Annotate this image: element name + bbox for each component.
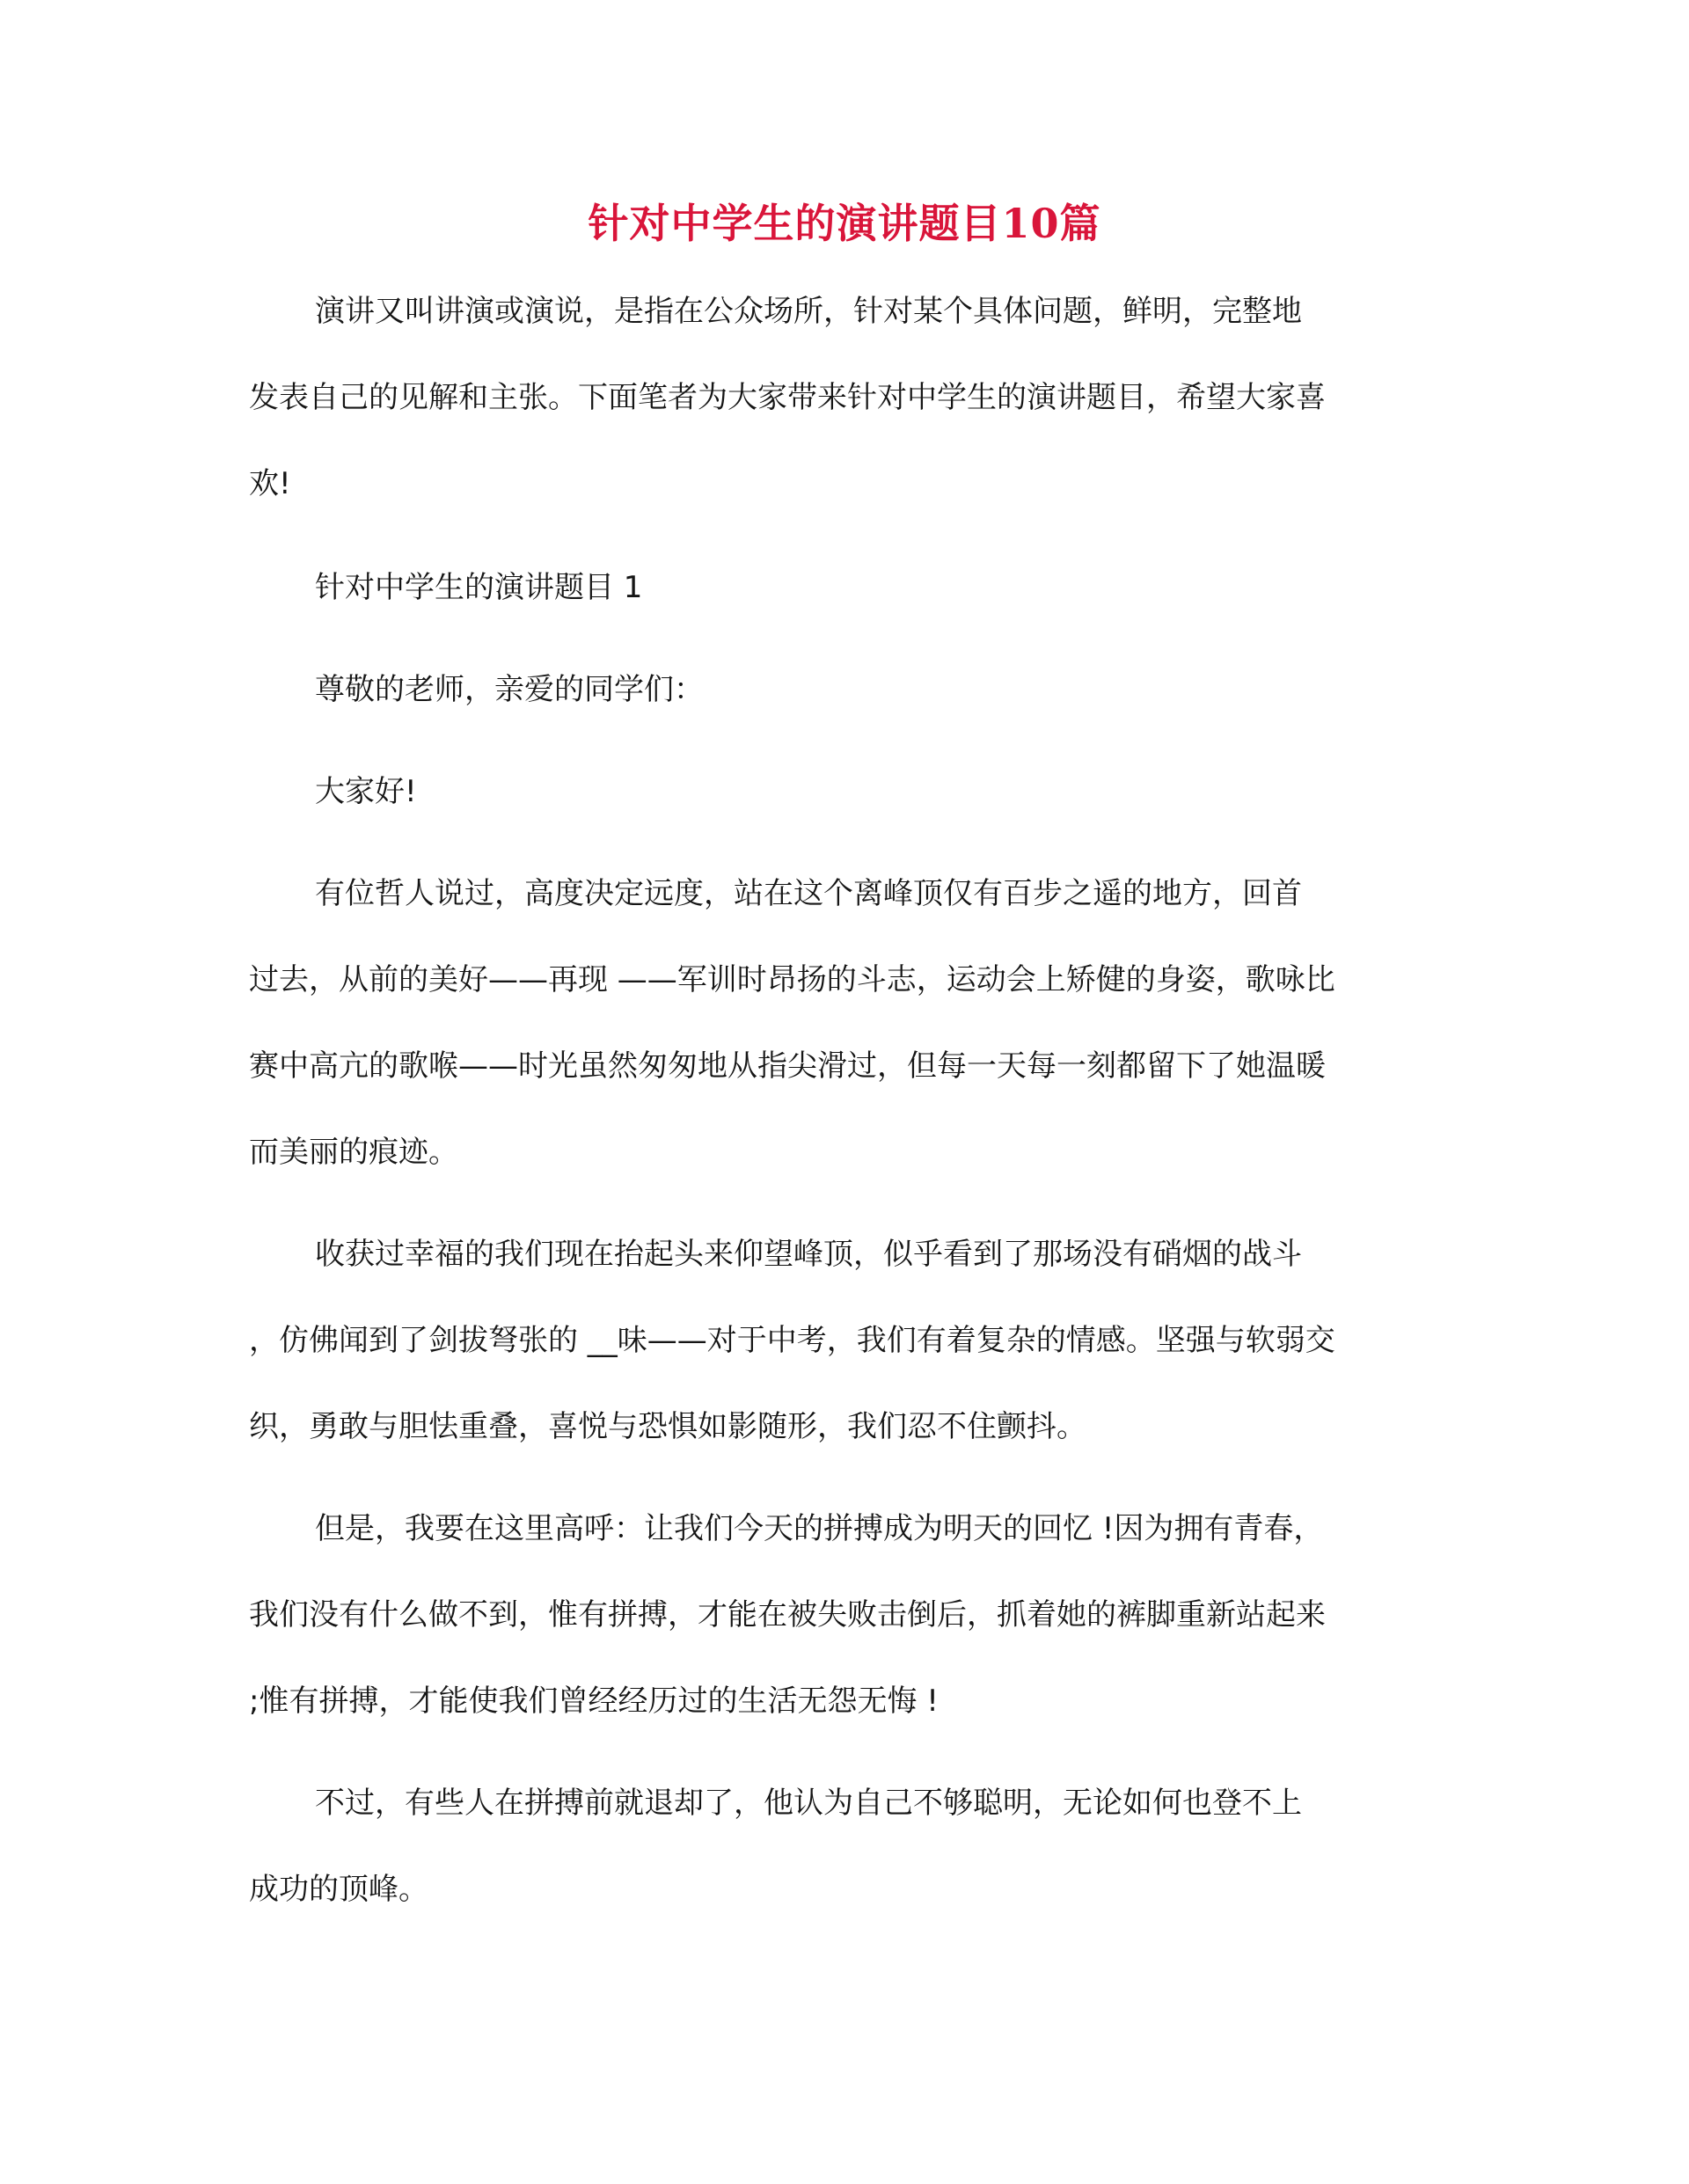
intro-line-3: 欢! xyxy=(249,466,291,501)
paragraph-4-line-1: 不过，有些人在拼搏前就退却了，他认为自己不够聪明，无论如何也登不上 xyxy=(315,1786,1302,1821)
greeting: 大家好! xyxy=(315,774,417,809)
section-heading: 针对中学生的演讲题目 1 xyxy=(315,570,643,605)
intro-line-1: 演讲又叫讲演或演说，是指在公众场所，针对某个具体问题，鲜明，完整地 xyxy=(315,294,1302,329)
paragraph-1-line-2: 过去，从前的美好——再现 ——军训时昂扬的斗志，运动会上矫健的身姿，歌咏比 xyxy=(249,962,1335,997)
paragraph-4-line-2: 成功的顶峰。 xyxy=(249,1872,428,1907)
paragraph-2-line-2: ，仿佛闻到了剑拔弩张的 __味——对于中考，我们有着复杂的情感。坚强与软弱交 xyxy=(249,1323,1335,1358)
paragraph-3-line-2: 我们没有什么做不到，惟有拼搏，才能在被失败击倒后，抓着她的裤脚重新站起来 xyxy=(249,1597,1326,1633)
paragraph-2-line-3: 织，勇敢与胆怯重叠，喜悦与恐惧如影随形，我们忍不住颤抖。 xyxy=(249,1409,1086,1444)
paragraph-2-line-1: 收获过幸福的我们现在抬起头来仰望峰顶，似乎看到了那场没有硝烟的战斗 xyxy=(315,1237,1302,1272)
salutation: 尊敬的老师，亲爱的同学们： xyxy=(315,672,704,707)
document-title: 针对中学生的演讲题目10篇 xyxy=(588,200,1101,247)
paragraph-3-line-3: ;惟有拼搏，才能使我们曾经经历过的生活无怨无悔 ! xyxy=(249,1684,939,1719)
paragraph-3-line-1: 但是，我要在这里高呼：让我们今天的拼搏成为明天的回忆 !因为拥有青春， xyxy=(315,1511,1324,1546)
paragraph-1-line-4: 而美丽的痕迹。 xyxy=(249,1135,458,1170)
intro-line-2: 发表自己的见解和主张。下面笔者为大家带来针对中学生的演讲题目，希望大家喜 xyxy=(249,380,1326,415)
paragraph-1-line-3: 赛中高亢的歌喉——时光虽然匆匆地从指尖滑过，但每一天每一刻都留下了她温暖 xyxy=(249,1048,1326,1084)
paragraph-1-line-1: 有位哲人说过，高度决定远度，站在这个离峰顶仅有百步之遥的地方，回首 xyxy=(315,876,1302,911)
